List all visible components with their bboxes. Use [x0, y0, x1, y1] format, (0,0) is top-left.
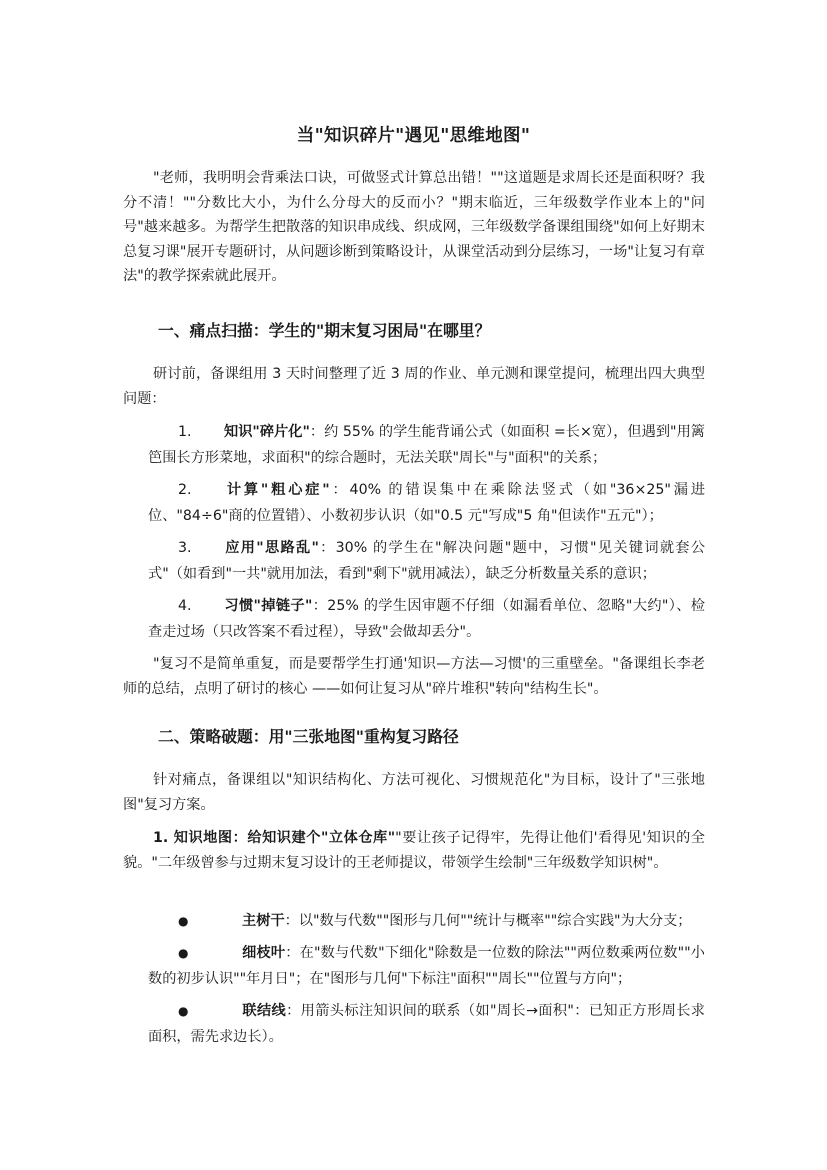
bullet-item-1 — [148, 909, 705, 935]
item-text: ：30% 的学生在"解决问题"题中，习惯"见关键词就套公式"（如看到"一共"就用加法，看到"剩下"就用减法），缺乏分析数量关系的意识； — [148, 540, 705, 582]
bullet-label: 联结线 — [242, 1003, 287, 1019]
problem-item-1 — [148, 420, 705, 471]
section2-heading: 二、策略破题：用"三张地图"重构复习路径 — [158, 727, 459, 746]
item-label: 计算"粗心症" — [224, 482, 330, 498]
section1-summary: "复习不是简单重复，而是要帮学生打通'知识—方法—习惯'的三重壁垒。"备课组长李老师的总结，点明了研讨的核心 ——如何让复习从"碎片堆积"转向"结构生长"。 — [123, 656, 705, 697]
section1-heading: 一、痛点扫描：学生的"期末复习困局"在哪里？ — [158, 321, 491, 340]
bullet-text: ：在"数与代数"下细化"除数是一位数的除法""两位数乘两位数""小数的初步认识""年月日"；在"图形与几何"下标注"面积""周长""位置与方向"； — [148, 945, 705, 987]
bullet-item-3 — [148, 999, 705, 1050]
item-text: ：25% 的学生因审题不仔细（如漏看单位、忽略"大约"）、检查走过场（只改答案不看过程），导致"会做却丢分"。 — [148, 598, 705, 640]
bullet-item-2 — [148, 941, 705, 992]
item-number: 2. — [178, 482, 192, 498]
bullet-icon: ● — [178, 914, 189, 928]
item-label: 知识"碎片化" — [224, 424, 310, 440]
problem-item-2 — [148, 478, 705, 529]
bullet-text: ：以"数与代数""图形与几何""统计与概率""综合实践"为大分支； — [284, 913, 692, 929]
item-label: 应用"思路乱" — [224, 540, 319, 556]
bullet-label: 细枝叶 — [242, 945, 286, 961]
item-text: ：约 55% 的学生能背诵公式（如面积 =长×宽），但遇到"用篱笆围长方形菜地，求面积"的综合题时，无法关联"周长"与"面积"的关系； — [148, 424, 705, 466]
section1-lead: 研讨前，备课组用 3 天时间整理了近 3 周的作业、单元测和课堂提问，梳理出四大典型问题： — [123, 366, 705, 407]
item-number: 4. — [178, 598, 192, 614]
map1-label: 1. 知识地图：给知识建个"立体仓库" — [153, 830, 396, 846]
bullet-label: 主树干 — [242, 913, 285, 929]
item-number: 3. — [178, 540, 192, 556]
bullet-text: ：用箭头标注知识间的联系（如"周长→面积"：已知正方形周长求面积，需先求边长）。 — [148, 1003, 705, 1045]
section2-lead: 针对痛点，备课组以"知识结构化、方法可视化、习惯规范化"为目标，设计了"三张地图"复习方案。 — [123, 772, 705, 813]
map1-text: "要让孩子记得牢，先得让他们'看得见'知识的全貌。"二年级曾参与过期末复习设计的王老师提议，带领学生绘制"三年级数学知识树"。 — [123, 830, 705, 871]
intro-paragraph: "老师，我明明会背乘法口诀，可做竖式计算总出错！""这道题是求周长还是面积呀？我分不清！""分数比大小，为什么分母大的反而小？"期末临近，三年级数学作业本上的"问号"越来越多。为帮学生把散落的知识串成线、织成网，三年级数学备课组围绕"如何上好期末总复习课"展开专题研讨，从问题诊断到策略设计，从课堂活动到分层练习，一场"让复习有章法"的教学探索就此展开。 — [123, 170, 705, 284]
bullet-icon: ● — [178, 946, 189, 960]
document-title: 当"知识碎片"遇见"思维地图" — [296, 126, 531, 146]
item-text: ：40% 的错误集中在乘除法竖式（如"36×25"漏进位、"84÷6"商的位置错）、小数初步认识（如"0.5 元"写成"5 角"但读作"五元"）； — [148, 482, 705, 524]
problem-item-4 — [148, 594, 705, 645]
map1-paragraph — [123, 826, 705, 875]
bullet-icon: ● — [178, 1004, 189, 1018]
item-label: 习惯"掉链子" — [224, 598, 313, 614]
problem-item-3 — [148, 536, 705, 587]
item-number: 1. — [178, 424, 192, 440]
